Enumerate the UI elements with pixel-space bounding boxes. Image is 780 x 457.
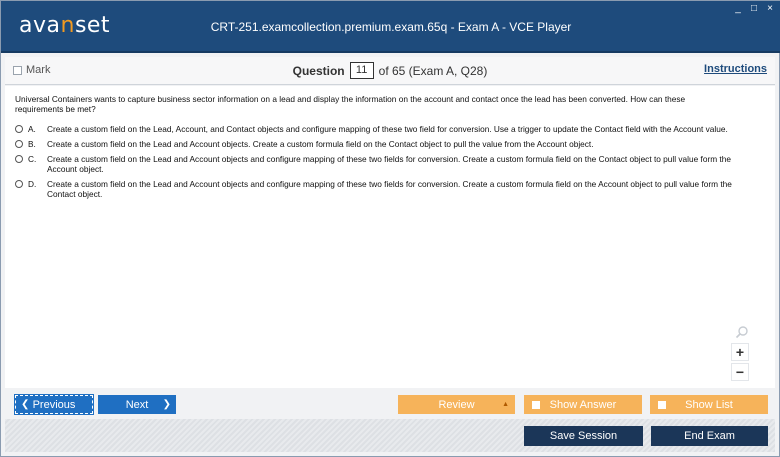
question-total: of 65 (Exam A, Q28) bbox=[378, 63, 488, 78]
radio-icon[interactable] bbox=[15, 180, 23, 188]
minimize-button[interactable]: _ bbox=[735, 3, 741, 14]
option-letter: B. bbox=[28, 139, 36, 149]
checkbox-icon[interactable] bbox=[532, 401, 540, 409]
mark-label: Mark bbox=[26, 64, 51, 76]
option-text: Create a custom field on the Lead and Account objects and configure mapping of these two fields for conversion. Create a custom formula field on the Contact object to pull value form the Account object. bbox=[47, 154, 731, 174]
maximize-button[interactable]: □ bbox=[750, 3, 758, 14]
option-letter: A. bbox=[28, 124, 36, 134]
window-title: CRT-251.examcollection.premium.exam.65q - Exam A - VCE Player bbox=[210, 20, 572, 34]
option-a[interactable] bbox=[15, 124, 755, 134]
option-text: Create a custom field on the Lead, Account, and Contact objects and configure mapping of these two field for conversion. Use a trigger to update the Contact field with the Account value. bbox=[47, 124, 728, 134]
show-answer-label: Show Answer bbox=[549, 398, 617, 411]
next-label: Next bbox=[125, 398, 149, 411]
show-answer-button[interactable] bbox=[524, 395, 642, 414]
option-b[interactable] bbox=[15, 139, 755, 149]
close-button[interactable]: × bbox=[767, 3, 773, 14]
show-list-button[interactable] bbox=[650, 395, 768, 414]
save-session-button[interactable]: Save Session bbox=[524, 426, 643, 446]
option-d[interactable] bbox=[15, 179, 755, 199]
review-label: Review bbox=[438, 398, 475, 411]
next-button[interactable] bbox=[98, 395, 176, 414]
option-c[interactable] bbox=[15, 154, 755, 174]
question-panel bbox=[5, 86, 775, 388]
chevron-left-icon: ❮ bbox=[21, 399, 30, 410]
radio-icon[interactable] bbox=[15, 125, 23, 133]
zoom-out-button[interactable]: − bbox=[731, 363, 749, 381]
window-controls bbox=[733, 4, 775, 14]
action-bar bbox=[5, 419, 775, 452]
answer-options bbox=[15, 124, 755, 204]
zoom-in-button[interactable]: + bbox=[731, 343, 749, 361]
question-label: Question bbox=[292, 63, 345, 78]
instructions-link[interactable]: Instructions bbox=[704, 63, 767, 75]
chevron-right-icon: ❯ bbox=[162, 399, 171, 410]
magnifier-icon bbox=[735, 325, 749, 339]
end-exam-button[interactable]: End Exam bbox=[651, 426, 768, 446]
navigation-bar bbox=[5, 390, 775, 418]
avanset-logo: avanset bbox=[19, 13, 111, 38]
show-list-label: Show List bbox=[685, 398, 733, 411]
radio-icon[interactable] bbox=[15, 140, 23, 148]
checkbox-icon[interactable] bbox=[658, 401, 666, 409]
previous-button[interactable] bbox=[15, 395, 93, 414]
radio-icon[interactable] bbox=[15, 155, 23, 163]
question-number-input[interactable]: 11 bbox=[350, 62, 374, 79]
title-bar bbox=[1, 1, 780, 53]
question-text: Universal Containers wants to capture business sector information on a lead and display the information on the account and contact once the lead has been converted. How can these requirements be met? bbox=[15, 94, 686, 114]
review-button[interactable] bbox=[398, 395, 515, 414]
triangle-up-icon: ▲ bbox=[502, 401, 509, 408]
option-letter: D. bbox=[28, 179, 37, 189]
question-navigator bbox=[5, 62, 775, 79]
option-text: Create a custom field on the Lead and Account objects. Create a custom formula field on the Contact object to pull the value from the Account object. bbox=[47, 139, 594, 149]
question-header bbox=[5, 57, 775, 85]
previous-label: Previous bbox=[32, 398, 76, 411]
option-text: Create a custom field on the Lead and Account objects and configure mapping of these two fields for conversion. Create a custom formula field on the Account object to pull value form the Contact object. bbox=[47, 179, 732, 199]
option-letter: C. bbox=[28, 154, 37, 164]
